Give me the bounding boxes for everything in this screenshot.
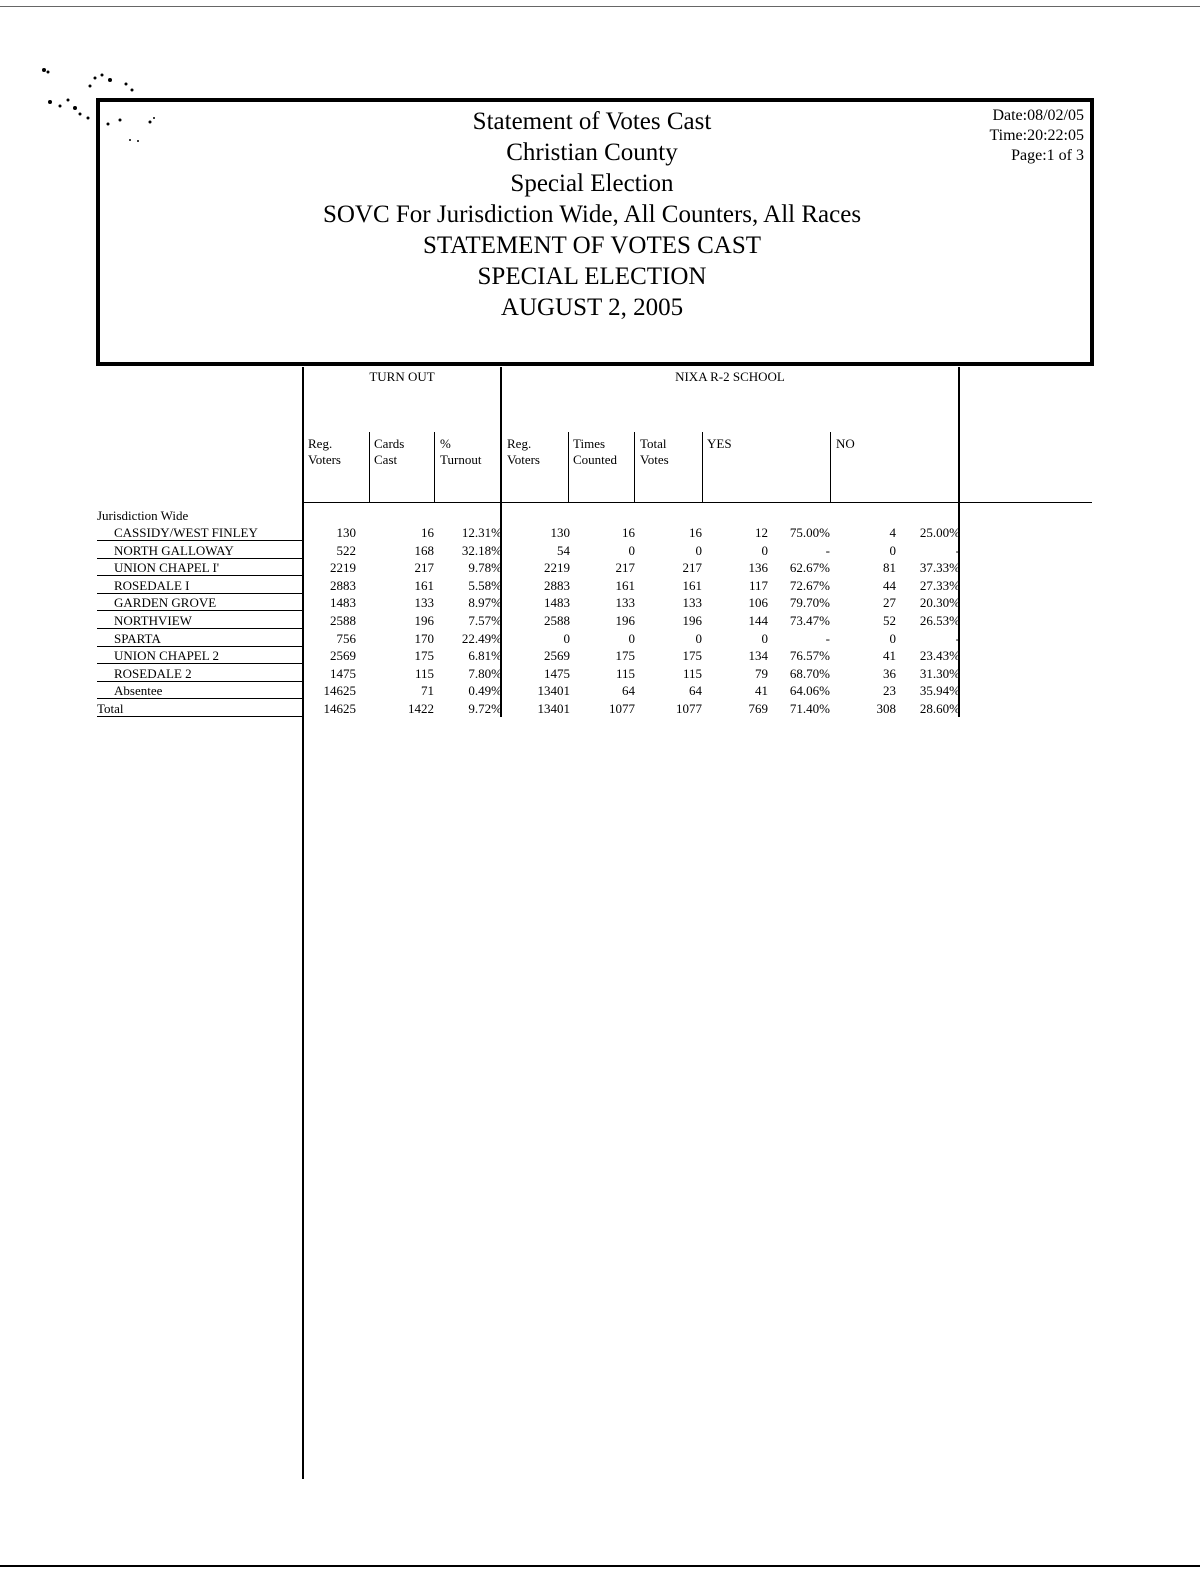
cell-reg: 1475: [330, 665, 356, 681]
cell-turnout: 5.58%: [468, 577, 502, 593]
cell-no-pct: -: [955, 542, 960, 558]
total-cards: 1422: [408, 701, 434, 716]
cell-no-pct: -: [955, 630, 960, 646]
col-head-turnout-pct: % Turnout: [440, 436, 482, 467]
cell-no: 0: [889, 542, 896, 558]
report-date: Date:08/02/05: [992, 107, 1084, 124]
row-rule: [97, 716, 302, 717]
cell-total: 161: [682, 577, 702, 593]
cell-total: 16: [689, 525, 702, 540]
cell-yes-pct: 64.06%: [789, 683, 830, 699]
total-reg2: 13401: [537, 701, 570, 716]
county-name: Christian County: [506, 139, 678, 166]
cell-cards: 196: [414, 613, 434, 628]
election-type: Special Election: [510, 170, 674, 197]
cell-yes: 0: [761, 630, 768, 646]
cell-no: 52: [883, 613, 896, 628]
cell-reg: 1483: [330, 595, 356, 611]
cell-yes: 134: [748, 648, 768, 664]
cell-turnout: 0.49%: [468, 683, 502, 699]
top-border: [0, 6, 1200, 7]
cell-no: 4: [889, 525, 896, 540]
cell-turnout: 22.49%: [461, 630, 502, 646]
cell-total: 175: [682, 648, 702, 664]
cell-total: 115: [682, 665, 702, 681]
report-time: Time:20:22:05: [989, 127, 1084, 144]
total-times: 1077: [609, 701, 635, 716]
cell-cards: 115: [414, 665, 434, 681]
col-head-cards-cast: Cards Cast: [374, 436, 405, 467]
cell-total: 64: [689, 683, 702, 699]
cell-reg2: 13401: [537, 683, 570, 699]
precinct-name: SPARTA: [114, 630, 161, 646]
cell-times: 0: [628, 542, 635, 558]
cell-no-pct: 37.33%: [919, 560, 960, 576]
cell-cards: 133: [414, 595, 434, 611]
precinct-name: ROSEDALE I: [114, 577, 190, 593]
cell-no: 36: [883, 665, 896, 681]
cell-no: 0: [889, 630, 896, 646]
report-title: Statement of Votes Cast: [472, 108, 712, 135]
cell-yes: 0: [761, 542, 768, 558]
cell-turnout: 32.18%: [461, 542, 502, 558]
precinct-name: Absentee: [114, 683, 163, 699]
precinct-name: NORTH GALLOWAY: [114, 542, 234, 558]
cell-no: 44: [883, 577, 896, 593]
cell-no-pct: 31.30%: [919, 665, 960, 681]
cell-reg2: 0: [563, 630, 570, 646]
bottom-border: [0, 1565, 1200, 1567]
cell-yes-pct: 73.47%: [789, 613, 830, 628]
cell-yes-pct: 79.70%: [789, 595, 830, 611]
report-heading: STATEMENT OF VOTES CAST: [422, 232, 762, 259]
cell-times: 115: [615, 665, 635, 681]
cell-yes: 106: [748, 595, 768, 611]
cell-cards: 16: [421, 525, 434, 540]
cell-times: 64: [622, 683, 635, 699]
cell-yes: 117: [748, 577, 768, 593]
cell-total: 0: [695, 630, 702, 646]
col-head-total-votes: Total Votes: [640, 436, 669, 467]
col-head-reg-voters: Reg. Voters: [308, 436, 341, 467]
cell-no-pct: 23.43%: [919, 648, 960, 664]
cell-reg2: 1483: [544, 595, 570, 611]
cell-reg2: 2588: [544, 613, 570, 628]
cell-times: 217: [615, 560, 635, 576]
total-yes-pct: 71.40%: [789, 701, 830, 716]
cell-turnout: 6.81%: [468, 648, 502, 664]
cell-no: 81: [883, 560, 896, 576]
cell-yes: 79: [755, 665, 768, 681]
cell-reg: 2588: [330, 613, 356, 628]
cell-yes-pct: 68.70%: [789, 665, 830, 681]
col-sep-5: [702, 432, 703, 502]
cell-reg2: 2883: [544, 577, 570, 593]
total-turnout: 9.72%: [468, 701, 502, 716]
cell-yes: 144: [748, 613, 768, 628]
cell-reg: 130: [336, 525, 356, 540]
cell-no: 41: [883, 648, 896, 664]
cell-reg: 522: [336, 542, 356, 558]
cell-turnout: 9.78%: [468, 560, 502, 576]
cell-reg: 756: [336, 630, 356, 646]
group-turnout-heading: TURN OUT: [369, 369, 435, 384]
precinct-name: GARDEN GROVE: [114, 595, 217, 611]
cell-yes: 136: [748, 560, 768, 576]
col-sep-2: [434, 432, 435, 502]
cell-no-pct: 25.00%: [919, 525, 960, 540]
cell-turnout: 12.31%: [461, 525, 502, 540]
header-underline: [302, 502, 1092, 503]
cell-no-pct: 26.53%: [919, 613, 960, 628]
cell-times: 196: [615, 613, 635, 628]
cell-cards: 217: [414, 560, 434, 576]
cell-reg2: 54: [557, 542, 570, 558]
total-yes: 769: [748, 701, 768, 716]
cell-yes: 12: [755, 525, 768, 540]
cell-yes-pct: 62.67%: [789, 560, 830, 576]
cell-total: 0: [695, 542, 702, 558]
cell-yes-pct: -: [825, 542, 830, 558]
cell-yes-pct: 76.57%: [789, 648, 830, 664]
cell-yes-pct: -: [825, 630, 830, 646]
cell-cards: 175: [414, 648, 434, 664]
group-race-heading: NIXA R-2 SCHOOL: [675, 369, 785, 384]
cell-no-pct: 20.30%: [919, 595, 960, 611]
cell-times: 16: [622, 525, 635, 540]
cell-times: 133: [615, 595, 635, 611]
col-sep-1: [369, 432, 370, 502]
cell-times: 0: [628, 630, 635, 646]
cell-yes-pct: 72.67%: [789, 577, 830, 593]
cell-reg: 2219: [330, 560, 356, 576]
cell-yes: 41: [755, 683, 768, 699]
cell-no-pct: 27.33%: [919, 577, 960, 593]
cell-turnout: 7.80%: [468, 665, 502, 681]
report-scope: SOVC For Jurisdiction Wide, All Counters, All Races: [322, 201, 862, 228]
col-sep-3: [568, 432, 569, 502]
cell-turnout: 8.97%: [468, 595, 502, 611]
cell-turnout: 7.57%: [468, 613, 502, 628]
cell-reg: 2883: [330, 577, 356, 593]
cell-no: 27: [883, 595, 896, 611]
cell-reg: 14625: [323, 683, 356, 699]
precinct-name: NORTHVIEW: [114, 613, 192, 628]
election-date: AUGUST 2, 2005: [500, 294, 684, 321]
total-reg: 14625: [323, 701, 356, 716]
total-total: 1077: [676, 701, 702, 716]
cell-reg2: 130: [550, 525, 570, 540]
cell-no-pct: 35.94%: [919, 683, 960, 699]
precinct-name: ROSEDALE 2: [114, 665, 192, 681]
col-sep-4: [634, 432, 635, 502]
total-row-label: Total: [97, 701, 124, 716]
report-page: Page:1 of 3: [1011, 147, 1084, 164]
cell-total: 196: [682, 613, 702, 628]
cell-reg2: 1475: [544, 665, 570, 681]
cell-cards: 161: [414, 577, 434, 593]
precinct-name: UNION CHAPEL I': [114, 560, 220, 576]
precinct-name: UNION CHAPEL 2: [114, 648, 219, 664]
cell-total: 217: [682, 560, 702, 576]
cell-times: 161: [615, 577, 635, 593]
col-head-race-reg-voters: Reg. Voters: [507, 436, 540, 467]
section-label: Jurisdiction Wide: [97, 508, 189, 523]
precinct-name: CASSIDY/WEST FINLEY: [114, 525, 258, 540]
cell-cards: 170: [414, 630, 434, 646]
cell-yes-pct: 75.00%: [789, 525, 830, 540]
cell-reg2: 2219: [544, 560, 570, 576]
election-heading: SPECIAL ELECTION: [477, 263, 707, 290]
total-no-pct: 28.60%: [919, 701, 960, 716]
cell-reg: 2569: [330, 648, 356, 664]
col-head-no: NO: [836, 436, 855, 451]
cell-cards: 71: [421, 683, 434, 699]
col-head-times-counted: Times Counted: [573, 436, 618, 467]
cell-times: 175: [615, 648, 635, 664]
cell-total: 133: [682, 595, 702, 611]
cell-cards: 168: [414, 542, 434, 558]
cell-reg2: 2569: [544, 648, 570, 664]
total-no: 308: [876, 701, 896, 716]
col-sep-6: [830, 432, 831, 502]
cell-no: 23: [883, 683, 896, 699]
col-head-yes: YES: [707, 436, 732, 451]
